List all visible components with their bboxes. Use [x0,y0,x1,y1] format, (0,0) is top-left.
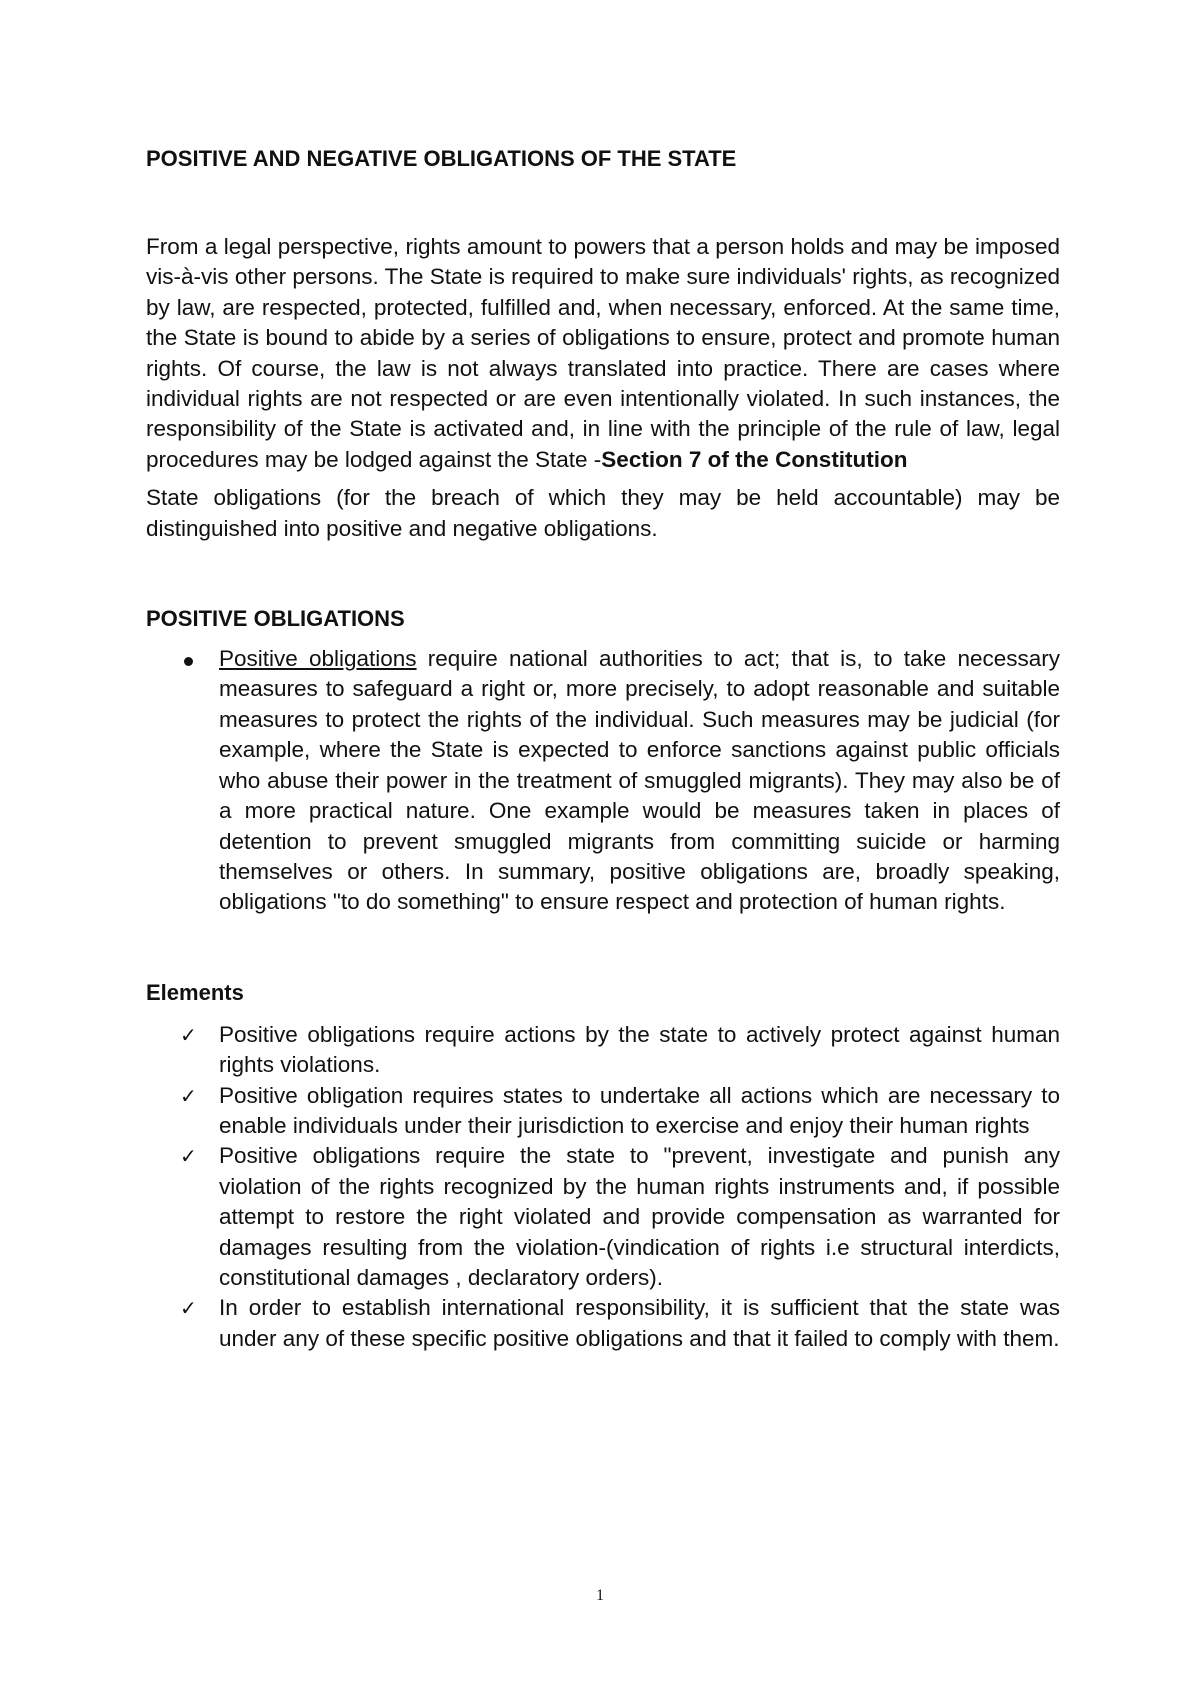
page-number: 1 [596,1587,604,1604]
positive-obligations-term: Positive obligations [219,646,417,672]
list-item [146,1020,1060,1081]
elements-heading: Elements [146,979,244,1005]
element-text: In order to establish international responsibility, it is sufficient that the state was under any of these specific positive obligations and that it failed to comply with them. [219,1295,1060,1351]
list-item [146,644,1060,918]
checkmark-icon: ✓ [180,1296,197,1321]
checkmark-icon: ✓ [180,1022,197,1047]
list-item [146,1141,1060,1293]
state-obligations-paragraph: State obligations (for the breach of which they may be held accountable) may be distinguished into positive and negative obligations. [146,485,1060,541]
positive-obligations-description: require national authorities to act; that is, to take necessary measures to safeguard a right or, more precisely, to adopt reasonable and suitable measures to protect the rights of the individual. Such measures may be judicial (for example, where the State is expected to enforce sanctions against public officials who abuse their power in the treatment of smuggled migrants). They may also be of a more practical nature. One example would be measures taken in places of detention to prevent smuggled migrants from committing suicide or harming themselves or others. In summary, positive obligations are, broadly speaking, obligations "to do something" to ensure respect and protection of human rights. [219,646,1060,915]
intro-paragraph [146,232,1060,475]
element-text: Positive obligations require actions by the state to actively protect against human rights violations. [219,1021,1060,1078]
list-item [146,1293,1060,1354]
checkmark-icon: ✓ [180,1083,197,1108]
positive-obligations-heading: POSITIVE OBLIGATIONS [146,606,405,632]
checkmark-icon: ✓ [180,1144,197,1169]
element-text: Positive obligations require the state to "prevent, investigate and punish any violation of the rights recognized by the human rights instruments and, if possible attempt to restore the right violated and provide compensation as warranted for damages resulting from the violation-(vindication of rights i.e structural interdicts, constitutional damages , declaratory orders). [219,1143,1060,1290]
constitution-reference: Section 7 of the Constitution [601,446,908,472]
positive-obligations-list [146,644,1060,918]
intro-paragraph-text: From a legal perspective, rights amount to powers that a person holds and may be imposed vis-à-vis other persons. The State is required to make sure individuals' rights, as recognized by law, are respected, protected, fulfilled and, when necessary, enforced. At the same time, the State is bound to abide by a series of obligations to ensure, protect and promote human rights. Of course, the law is not always translated into practice. There are cases where individual rights are not respected or are even intentionally violated. In such instances, the responsibility of the State is activated and, in line with the principle of the rule of law, legal procedures may be lodged against the State - [146,234,1060,472]
document-page [146,144,1060,1354]
bullet-icon [184,657,193,666]
list-item [146,1081,1060,1142]
elements-list [146,1020,1060,1354]
document-title: POSITIVE AND NEGATIVE OBLIGATIONS OF THE STATE [146,146,737,171]
element-text: Positive obligation requires states to undertake all actions which are necessary to enable individuals under their jurisdiction to exercise and enjoy their human rights [219,1082,1060,1138]
